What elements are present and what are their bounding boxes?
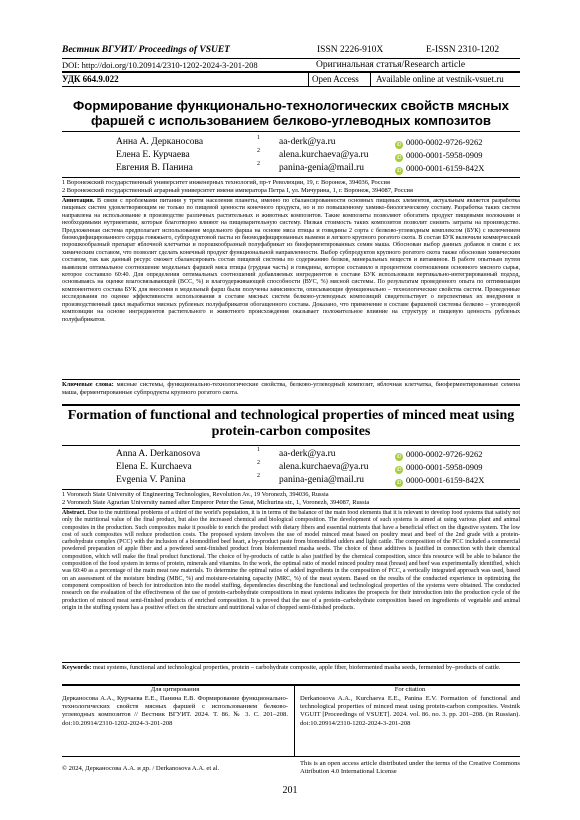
issn: ISSN 2226-910X bbox=[317, 45, 384, 55]
en-abstract-label: Abstract. bbox=[62, 510, 86, 516]
ru-author-affiliation-number: 1 bbox=[257, 135, 260, 141]
orcid-icon: iD bbox=[396, 155, 402, 161]
en-author-name: Elena E. Kurchaeva bbox=[116, 462, 192, 472]
en-article-title: Formation of functional and technological properties of minced meat using protein-carbon composites bbox=[67, 408, 515, 439]
orcid-id: 0000-0001-5958-0909 bbox=[406, 150, 483, 160]
journal-title: Вестник ВГУИТ/ Proceedings of VSUET bbox=[62, 45, 230, 55]
orcid-icon: iD bbox=[396, 480, 402, 486]
ru-author-orcid[interactable] bbox=[395, 150, 483, 162]
ru-author-name: Анна А. Дерканосова bbox=[116, 137, 204, 147]
en-citation-text: Derkanosova A.A., Kurchaeva E.E., Panina E.V. Formation of functional and technological properties of minced meat using protein-carbon composites. Vestnik VGUIT [Proceedings of VSUET]. 2024. vol. 86. no. 3. pp. 201–208. (in Russian). doi:10.20914/2310-1202-2024-3-201-208 bbox=[300, 695, 520, 727]
en-abstract bbox=[62, 510, 520, 662]
ru-article-title: Формирование функционально-технологических свойств мясных фаршей с использованием белково-углеводных композитов bbox=[73, 98, 509, 128]
page-number: 201 bbox=[282, 785, 298, 796]
ru-abstract-text: В связи с проблемами питания у трети населения планеты, именно по сбалансированности основных пищевых элементов, актуальным является разработка пищевых систем удовлетворяющим не только по пищевой ценности конечного продукта, но и по повышенному химико-биологическому составу. Разработка таких систем направлена на использование в производстве различных растительных и животных композитов. Такие композиты позволяют обогатить продукт пищевыми волокнами и необходимыми нутриентами, которые благотворно влияют на пищеварительную систему. Низкая стоимость таких композитов позволит снизить затраты на производство. Предложенная система предполагает использование модельного фарша на основе мяса птицы и говядины 2 сорта с белково-углеводным комплексом (БУК) с включением биомодифицированного сердца говяжьего, субпродуктовой пасты из биомодифицированных вымени и легкого крупного рогатого скота. В состав БУК включили коммерческий порошкообразный препарат яблочной клетчатки и порошкообразный полуфабрикат из биоферментированных семян маша. Обоснован выбор данных добавок в связи с их химическим составом, что позволит сделать конечный продукт функциональной направленности. Выбор субпродуктов крупного рогатого скота также обоснован химическим составом, так как данный ресурс сможет сбалансировать состав пищевой системы по содержанию белков, минеральных веществ и витаминов. В работе опытным путем выявлили оптимальное соотношение модельных фаршей мяса птицы (грудная часть) и говядины, которое составило в процентном соотношении основного мясного сырья, которое составило 60:40. Для определения оптимальных соотношений добавляемых ингредиентов в составе БУК использовали вертикально-интегрированный подход, основываясь на оценке влагосвязывающей (ВСС, %) и влагоудерживающей способности (ВУС, %) мясной системы. По результатам проведенного опыта по оптимизации компонентного состава БУК для внесения в модельный фарш были получены зависимости, описывающие функционально – технологические свойства систем. Проведенные исследования по оценке эффективности использования в составе мясных систем белково-углеводных композиций свидетельствует о перспективах их внедрения в производственный цикл выработки мясных рубленых полуфабрикатов обогащенного состава. Доказано, что применение в составе фаршевой системы белково – углеводной композиции на основе ингредиентов растительного и животного происхождения оказывает положительное влияние на структуру и пищевую ценность рубленых полуфабрикатов. bbox=[62, 198, 520, 323]
en-author-orcid[interactable] bbox=[395, 449, 483, 461]
en-author-orcid[interactable] bbox=[395, 475, 484, 487]
article-type: Оригинальная статья/Research article bbox=[316, 60, 466, 70]
ru-author-orcid[interactable] bbox=[395, 163, 484, 175]
ru-author-orcid[interactable] bbox=[395, 137, 483, 149]
en-citation-heading: For citation bbox=[394, 686, 426, 693]
en-affiliation-2: 2 Voronezh State Agrarian University named after Emperor Peter the Great, Michurina str., 1, Voronezh, 394087, Russia bbox=[62, 499, 370, 506]
en-author-affiliation-number: 2 bbox=[257, 460, 260, 466]
en-author-affiliation-number: 1 bbox=[257, 447, 260, 453]
ru-abstract-label: Аннотация. bbox=[62, 198, 95, 204]
doi-link[interactable]: DOI: http://doi.org/10.20914/2310-1202-2024-3-201-208 bbox=[62, 60, 258, 70]
ru-author-name: Елена Е. Курчаева bbox=[116, 150, 190, 160]
orcid-id: 0000-0001-6159-842X bbox=[406, 163, 485, 173]
en-abstract-text: Due to the nutritional problems of a third of the world's population, it is in terms of the balance of the main food elements that it is relevant to develop food systems that satisfy not only the nutritional value of the final product, but also the increased chemical and biological composition. The development of such systems is aimed at using various plant and animal composites in the production. Such composites make it possible to enrich the product with dietary fibers and essential nutrients that have a beneficial effect on the digestive system. The low cost of such composites will reduce production costs. The proposed system involves the use of model minced meat based on poultry meat and beef of the 2nd grade with a protein-carbohydrate complex (PCC) with the inclusion of a biomodified beef heart, a by-product paste from biomodified udders and light cattle. The composition of the PCC included a commercial powdered preparation of apple fiber and a powdered semi-finished product from biofermented masha seeds. The choice of these additives is justified in connection with their chemical composition, which will make the final product functional. The choice of by-products of cattle is also justified by the chemical composition, since this resource will be able to balance the composition of the food system in terms of protein, minerals and vitamins. In the work, the optimal ratio of model minced poultry meat (breast) and beef was experimentally identified, which was 60:40 as a percentage of the main meat raw materials. To determine the optimal ratios of added ingredients in the composition of PCC, a vertically integrated approach was used, based on an assessment of the moisture binding (MBC, %) and moisture-retaining capacity (MRC, %) of the meat system. Based on the results of the conducted experience in optimizing the component composition of beech for introduction into the model stuffing, dependencies describing the functional and technological properties of the systems were obtained. The conducted research on the evaluation of the effectiveness of the use of protein-carbohydrate compositions in meat systems indicates the prospects for their introduction into the production cycle of the production of minced meat semi-finished products of enriched composition. It is proved that the use of a protein–carbohydrate composition based on ingredients of vegetable and animal origin in the stuffing system has a positive effect on the structure and nutritional value of chopped semi-finished products. bbox=[62, 510, 520, 611]
en-author-orcid[interactable] bbox=[395, 462, 483, 474]
orcid-icon: iD bbox=[396, 168, 402, 174]
orcid-icon: iD bbox=[396, 454, 402, 460]
en-author-email[interactable]: panina-genia@mail.ru bbox=[279, 475, 364, 485]
copyright: © 2024, Дерканосова А.А. и др. / Derkanosova A.A. et al. bbox=[62, 765, 220, 772]
ru-citation-text: Дерканосова А.А., Курчаева Е.Е., Панина Е.В. Формирование функционально-технологических свойств мясных фаршей с использованием белково-углеводных композитов // Вестник ВГУИТ. 2024. Т. 86. № 3. С. 201–208. doi:10.20914/2310-1202-2024-3-201-208 bbox=[62, 695, 288, 727]
en-author-name: Anna A. Derkanosova bbox=[116, 449, 201, 459]
eissn: E-ISSN 2310-1202 bbox=[426, 45, 500, 55]
orcid-id: 0000-0001-5958-0909 bbox=[406, 462, 483, 472]
ru-author-name: Евгения В. Панина bbox=[116, 163, 193, 173]
en-keywords-text: meat systems, functional and technological properties, protein – carbohydrate composite, apple fiber, biofermented masha seeds, fermented by–products of cattle. bbox=[92, 664, 501, 671]
orcid-id: 0000-0001-6159-842X bbox=[406, 475, 485, 485]
open-access: Open Access bbox=[312, 74, 359, 84]
udk: УДК 664.9.022 bbox=[62, 74, 119, 84]
ru-keywords-label: Ключевые слова: bbox=[62, 381, 114, 388]
en-author-name: Evgenia V. Panina bbox=[116, 475, 186, 485]
ru-keywords-text: мясные системы, функционально-технологические свойства, белково-углеводный композит, яблочная клетчатка, биоферментированные семена маша, ферментированные субпродукты крупного рогатого скота. bbox=[62, 381, 520, 396]
en-keywords-label: Keywords: bbox=[62, 664, 92, 671]
ru-author-email[interactable]: aa-derk@ya.ru bbox=[279, 137, 336, 147]
ru-author-email[interactable]: panina-genia@mail.ru bbox=[279, 163, 364, 173]
available-online-link[interactable]: Available online at vestnik-vsuet.ru bbox=[376, 74, 504, 84]
orcid-icon: iD bbox=[396, 467, 402, 473]
ru-affiliation-1: 1 Воронежский государственный университет инженерных технологий, пр-т Революции, 19, г. Воронеж, 394036, Россия bbox=[62, 179, 390, 186]
en-author-email[interactable]: alena.kurchaeva@ya.ru bbox=[279, 462, 369, 472]
orcid-icon: iD bbox=[396, 142, 402, 148]
ru-keywords bbox=[62, 381, 520, 396]
en-author-email[interactable]: aa-derk@ya.ru bbox=[279, 449, 336, 459]
ru-author-affiliation-number: 2 bbox=[257, 148, 260, 154]
ru-abstract bbox=[62, 198, 520, 379]
orcid-id: 0000-0002-9726-9262 bbox=[406, 449, 483, 459]
ru-affiliation-2: 2 Воронежский государственный аграрный университет имени императора Петра I, ул. Мичурина, 1, г. Воронеж, 394087, Россия bbox=[62, 187, 413, 194]
ru-author-affiliation-number: 2 bbox=[257, 161, 260, 167]
en-affiliation-1: 1 Voronezh State University of Engineering Technologies, Revolution Av., 19 Voronezh, 394036, Russia bbox=[62, 491, 329, 498]
orcid-id: 0000-0002-9726-9262 bbox=[406, 137, 483, 147]
ru-author-email[interactable]: alena.kurchaeva@ya.ru bbox=[279, 150, 369, 160]
license-note: This is an open access article distributed under the terms of the Creative Commons Attribution 4.0 International License bbox=[300, 760, 520, 775]
en-keywords bbox=[62, 664, 520, 672]
ru-citation-heading: Для цитирования bbox=[150, 686, 200, 693]
en-author-affiliation-number: 2 bbox=[257, 473, 260, 479]
